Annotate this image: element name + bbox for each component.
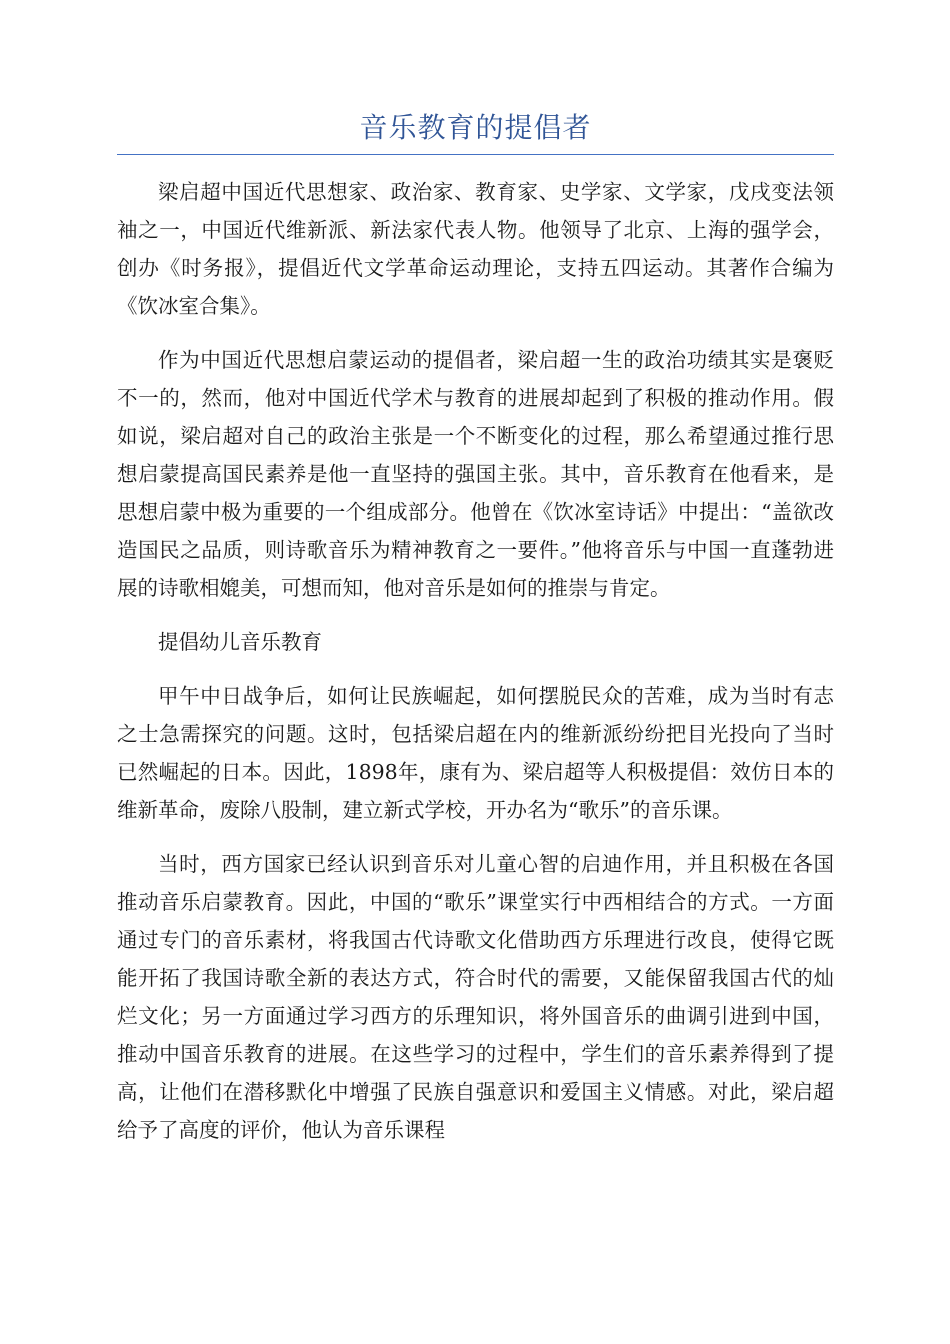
paragraph-history: 甲午中日战争后，如何让民族崛起，如何摆脱民众的苦难，成为当时有志之士急需探究的问题。这时，包括梁启超在内的维新派纷纷把目光投向了当时已然崛起的日本。因此，1898年，康有为、梁启超等人积极提倡：效仿日本的维新革命，废除八股制，建立新式学校，开办名为“歌乐”的音乐课。 <box>117 684 834 822</box>
document-title: 音乐教育的提倡者 <box>117 108 834 155</box>
paragraph-west-influence: 当时，西方国家已经认识到音乐对儿童心智的启迪作用，并且积极在各国推动音乐启蒙教育。因此，中国的“歌乐”课堂实行中西相结合的方式。一方面通过专门的音乐素材，将我国古代诗歌文化借助西方乐理进行改良，使得它既能开拓了我国诗歌全新的表达方式，符合时代的需要，又能保留我国古代的灿烂文化；另一方面通过学习西方的乐理知识，将外国音乐的曲调引进到中国，推动中国音乐教育的进展。在这些学习的过程中，学生们的音乐素养得到了提高，让他们在潜移默化中增强了民族自强意识和爱国主义情感。对此，梁启超给予了高度的评价，他认为音乐课程 <box>117 852 834 1142</box>
paragraph-intro: 梁启超中国近代思想家、政治家、教育家、史学家、文学家，戊戌变法领袖之一，中国近代维新派、新法家代表人物。他领导了北京、上海的强学会，创办《时务报》，提倡近代文学革命运动理论，支持五四运动。其著作合编为《饮冰室合集》。 <box>117 180 834 318</box>
document-body <box>117 173 834 1149</box>
section-heading: 提倡幼儿音乐教育 <box>158 630 322 654</box>
document-page <box>117 108 834 1165</box>
paragraph-enlightenment: 作为中国近代思想启蒙运动的提倡者，梁启超一生的政治功绩其实是褒贬不一的，然而，他对中国近代学术与教育的进展却起到了积极的推动作用。假如说，梁启超对自己的政治主张是一个不断变化的过程，那么希望通过推行思想启蒙提高国民素养是他一直坚持的强国主张。其中，音乐教育在他看来，是思想启蒙中极为重要的一个组成部分。他曾在《饮冰室诗话》中提出：“盖欲改造国民之品质，则诗歌音乐为精神教育之一要件。”他将音乐与中国一直蓬勃进展的诗歌相媲美，可想而知，他对音乐是如何的推崇与肯定。 <box>117 348 834 600</box>
